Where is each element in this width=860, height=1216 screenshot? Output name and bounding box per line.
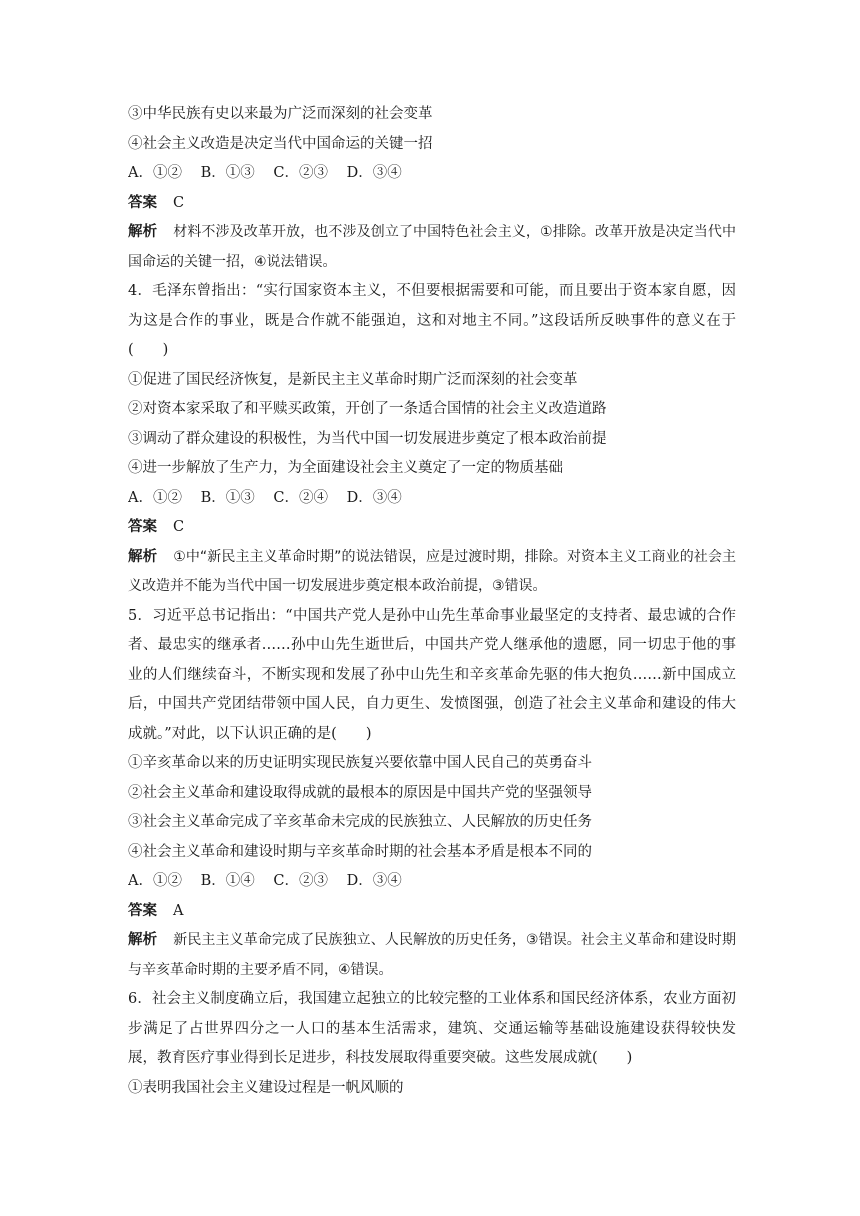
q5-option-c: C．②③ [273,873,328,889]
q5-options [128,867,736,897]
q6-item-1: ①表明我国社会主义建设过程是一帆风顺的 [128,1079,404,1096]
q4-option-b: B．①③ [200,489,255,506]
q4-option-d: D．③④ [346,489,402,506]
q5-option-a: A．①② [128,873,182,889]
q4-answer [128,513,736,543]
explanation-text: ①中“新民主主义革命时期”的说法错误，应是过渡时期，排除。对资本主义工商业的社会主义改造并不能为当代中国一切发展进步奠定根本政治前提，③错误。 [128,548,736,594]
q5-item-3: ③社会主义革命完成了辛亥革命未完成的民族独立、人民解放的历史任务 [128,814,592,830]
q3-option-d: D．③④ [346,165,402,181]
q6-stem: 6．社会主义制度确立后，我国建立起独立的比较完整的工业体系和国民经济体系，农业方面初步满足了占世界四分之一人口的基本生活需求，建筑、交通运输等基础设施建设获得较快发展，教育医疗事业得到长足进步，科技发展取得重要突破。这些发展成就( ) [128,991,736,1066]
q3-option-c: C．②③ [273,165,328,181]
q4-item-4: ④进一步解放了生产力，为全面建设社会主义奠定了一定的物质基础 [128,460,563,476]
q3-explanation [128,218,736,277]
q3-options [128,159,736,189]
q5-option-b: B．①④ [200,873,255,889]
q5-stem: 5．习近平总书记指出：“中国共产党人是孙中山先生革命事业最坚定的支持者、最忠诚的合作者、最忠实的继承者……孙中山先生逝世后，中国共产党人继承他的遗愿，同一切忠于他的事业的人们继续奋斗，不断实现和发展了孙中山先生和辛亥革命先驱的伟大抱负……新中国成立后，中国共产党团结带领中国人民，自力更生、发愤图强，创造了社会主义革命和建设的伟大成就。”对此，以下认识正确的是( ) [128,607,736,742]
explanation-label: 解析 [128,548,158,565]
q5-item-2: ②社会主义革命和建设取得成就的最根本的原因是中国共产党的坚强领导 [128,784,592,801]
q4-option-c: C．②④ [273,489,328,506]
q4-item-2: ②对资本家采取了和平赎买政策，开创了一条适合国情的社会主义改造道路 [128,401,607,417]
q5-item-4: ④社会主义革命和建设时期与辛亥革命时期的社会基本矛盾是根本不同的 [128,843,592,860]
q3-item-4: ④社会主义改造是决定当代中国命运的关键一招 [128,135,433,152]
q5-answer [128,897,736,927]
q4-item-3: ③调动了群众建设的积极性，为当代中国一切发展进步奠定了根本政治前提 [128,430,607,447]
q4-item-1: ①促进了国民经济恢复，是新民主主义革命时期广泛而深刻的社会变革 [128,371,578,388]
q4-explanation [128,543,736,602]
answer-value: C [173,519,185,535]
answer-label: 答案 [128,194,157,211]
q4-stem: 4．毛泽东曾指出：“实行国家资本主义，不但要根据需要和可能，而且要出于资本家自愿，因为这是合作的事业，既是合作就不能强迫，这和对地主不同。”这段话所反映事件的意义在于( ) [128,283,736,358]
q3-option-b: B．①③ [200,165,255,181]
explanation-label: 解析 [128,224,158,240]
explanation-label: 解析 [128,932,158,948]
q3-answer [128,189,736,219]
answer-value: C [173,194,185,211]
explanation-text: 新民主主义革命完成了民族独立、人民解放的历史任务，③错误。社会主义革命和建设时期与辛亥革命时期的主要矛盾不同，④错误。 [128,932,736,978]
q4-options [128,484,736,514]
q3-option-a: A．①② [128,165,182,181]
explanation-text: 材料不涉及改革开放，也不涉及创立了中国特色社会主义，①排除。改革开放是决定当代中国命运的关键一招，④说法错误。 [128,224,736,270]
q5-option-d: D．③④ [346,873,402,889]
q5-item-1: ①辛亥革命以来的历史证明实现民族复兴要依靠中国人民自己的英勇奋斗 [128,755,592,771]
q4-option-a: A．①② [128,489,182,506]
document-page [128,100,736,1103]
answer-label: 答案 [128,902,157,919]
q3-item-3: ③中华民族有史以来最为广泛而深刻的社会变革 [128,106,433,122]
q5-explanation [128,926,736,985]
answer-label: 答案 [128,519,157,535]
answer-value: A [173,902,184,919]
